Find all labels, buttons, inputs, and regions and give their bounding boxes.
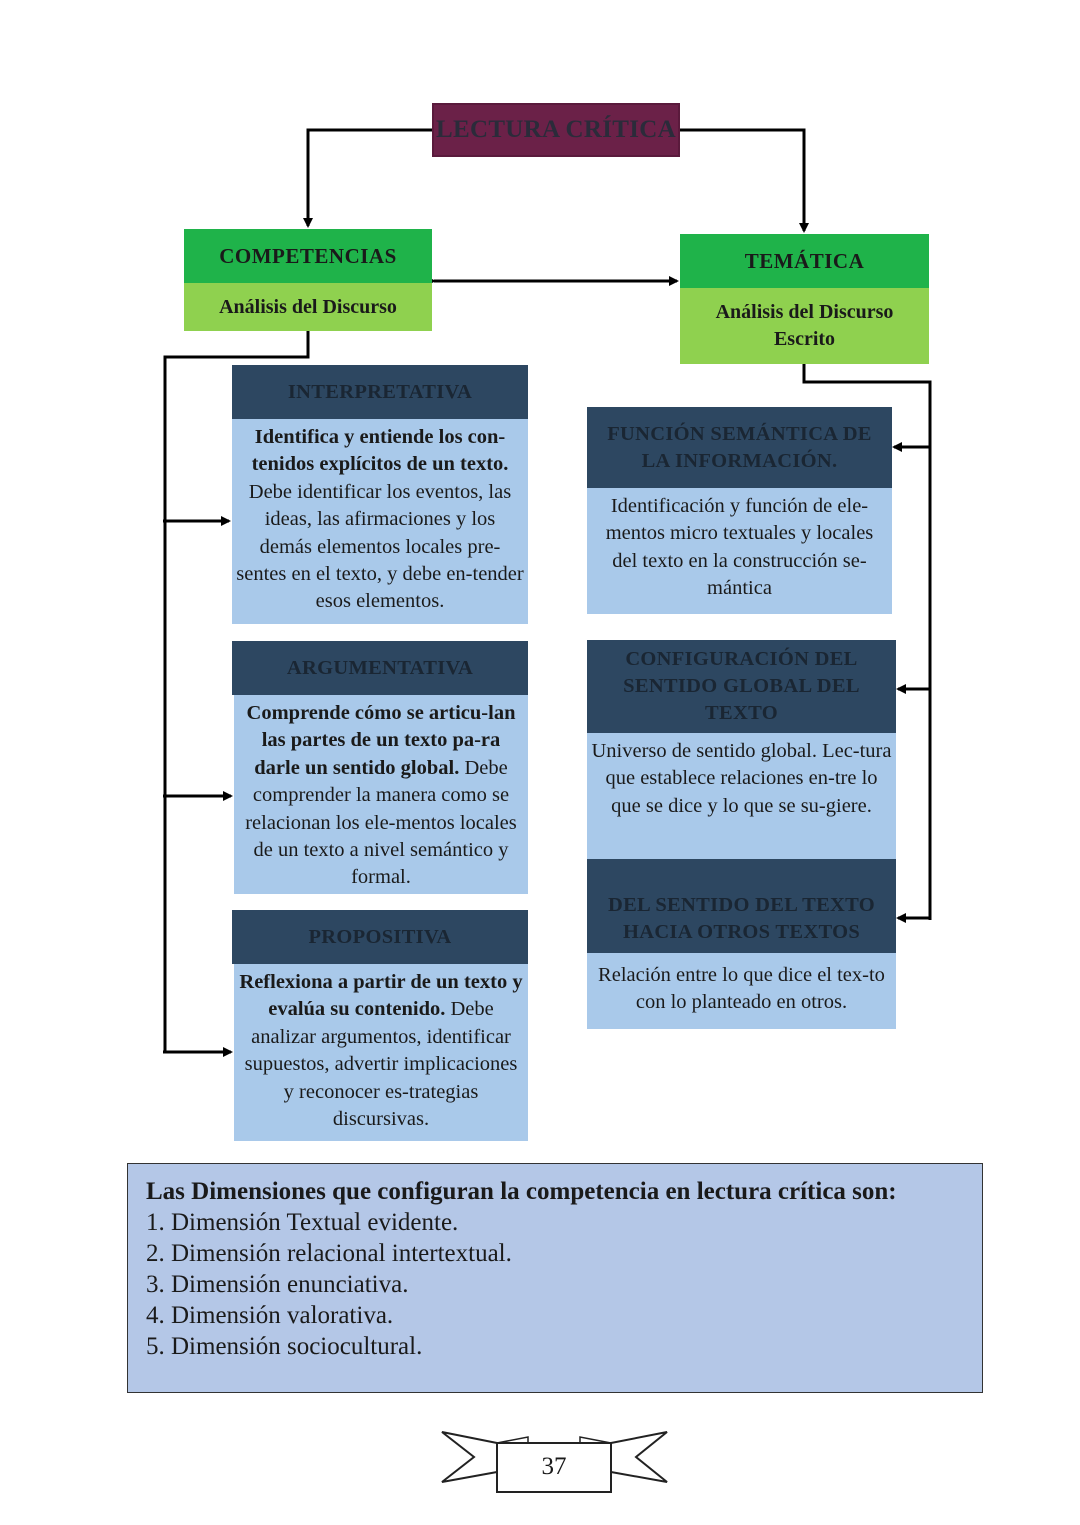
propositiva-text: Debe analizar argumentos, identificar supuestos, advertir implicaciones y reconocer es-trategias discursivas. [244,998,518,1131]
configuracion-body: Universo de sentido global. Lec-tura que establece relaciones en-tre lo que se dice y lo que se su-giere. [587,733,896,859]
configuracion-heading: CONFIGURACIÓN DEL SENTIDO GLOBAL DEL TEXTO [587,640,896,733]
argumentativa-text: Debe comprender la manera como se relacionan los ele-mentos locales de un texto a nivel semántico y formal. [245,756,517,889]
tematica-subheading: Análisis del Discurso Escrito [680,288,929,364]
dimensiones-title: Las Dimensiones que configuran la competencia en lectura crítica son: [146,1178,897,1205]
interpretativa-bold-text: Identifica y entiende los con-tenidos explícitos de un texto. [251,426,509,476]
propositiva-bold-text: Reflexiona a partir de un texto y evalúa su contenido. [239,971,523,1021]
argumentativa-bold-text: Comprende cómo se articu-lan las partes de un texto pa-ra darle un sentido global. [246,702,516,779]
sentido-otros-heading: DEL SENTIDO DEL TEXTO HACIA OTROS TEXTOS [587,859,896,953]
competencias-subheading: Análisis del Discurso [184,283,432,331]
propositiva-heading: PROPOSITIVA [232,910,528,964]
funcion-semantica-body: Identificación y función de ele-mentos micro textuales y locales del texto en la construcción se-mántica [587,488,892,614]
page-number: 37 [541,1453,567,1480]
dimension-item: 1. Dimensión Textual evidente. [146,1209,459,1236]
dimension-item: 5. Dimensión sociocultural. [146,1333,423,1360]
funcion-semantica-heading: FUNCIÓN SEMÁNTICA DE LA INFORMACIÓN. [587,407,892,488]
sentido-otros-body: Relación entre lo que dice el tex-to con lo planteado en otros. [587,953,896,1029]
interpretativa-text: Debe identificar los eventos, las ideas, las afirmaciones y los demás elementos locales pre-sentes en el texto, y debe en-tender esos elementos. [236,480,524,613]
lectura-critica-title: LECTURA CRÍTICA [432,103,680,157]
argumentativa-heading: ARGUMENTATIVA [232,641,528,695]
interpretativa-heading: INTERPRETATIVA [232,365,528,419]
dimension-item: 2. Dimensión relacional intertextual. [146,1240,512,1267]
tematica-heading: TEMÁTICA [680,234,929,288]
dimension-item: 3. Dimensión enunciativa. [146,1271,409,1298]
competencias-heading: COMPETENCIAS [184,229,432,283]
dimension-item: 4. Dimensión valorativa. [146,1302,394,1329]
